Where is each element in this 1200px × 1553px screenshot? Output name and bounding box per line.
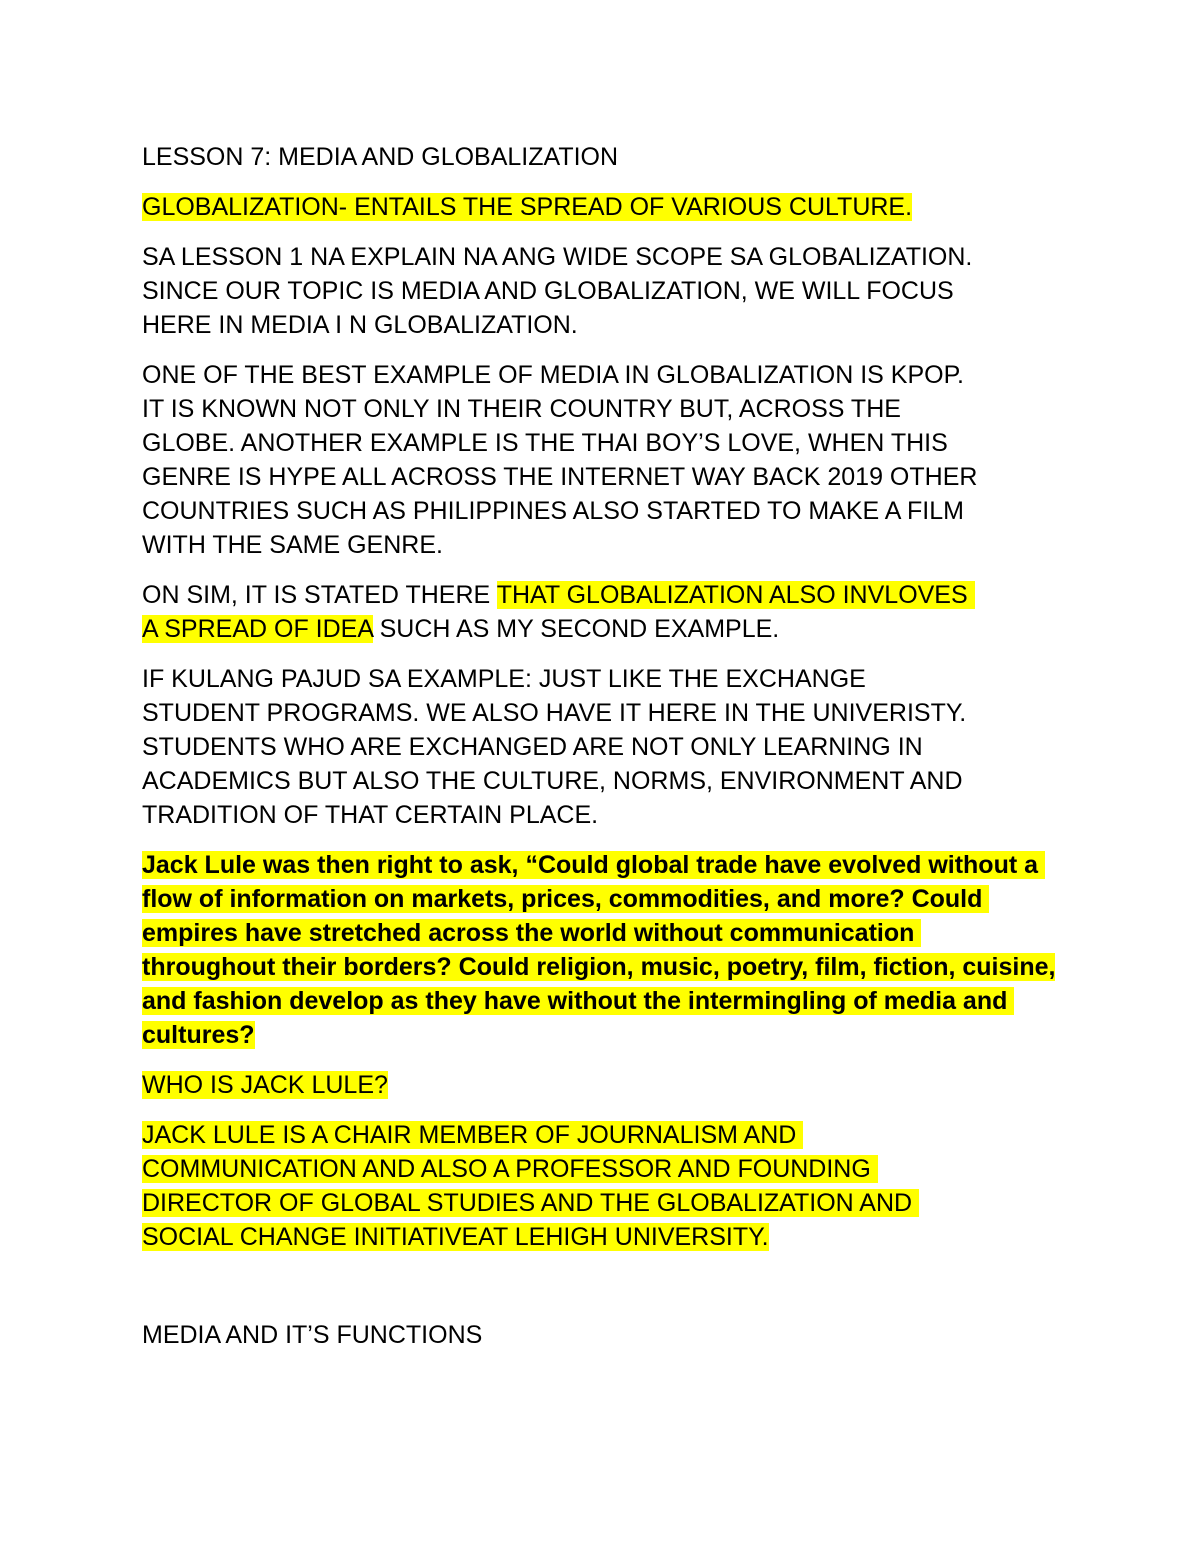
highlighted-text: cultures? — [142, 1021, 255, 1049]
paragraph-line: STUDENTS WHO ARE EXCHANGED ARE NOT ONLY LEARNING IN — [142, 733, 923, 761]
quote-line — [142, 882, 989, 916]
section-heading: MEDIA AND IT’S FUNCTIONS — [142, 1321, 483, 1349]
quote-line — [142, 950, 1055, 984]
highlighted-text: DIRECTOR OF GLOBAL STUDIES AND THE GLOBALIZATION AND — [142, 1189, 920, 1217]
highlighted-text: empires have stretched across the world without communication — [142, 919, 922, 947]
paragraph-line: GENRE IS HYPE ALL ACROSS THE INTERNET WAY BACK 2019 OTHER — [142, 463, 978, 491]
paragraph-line: COUNTRIES SUCH AS PHILIPPINES ALSO STARTED TO MAKE A FILM — [142, 497, 964, 525]
quote-line — [142, 984, 1014, 1018]
paragraph-line: IT IS KNOWN NOT ONLY IN THEIR COUNTRY BUT, ACROSS THE — [142, 395, 901, 423]
highlighted-text: JACK LULE IS A CHAIR MEMBER OF JOURNALISM AND — [142, 1121, 804, 1149]
paragraph-line: SINCE OUR TOPIC IS MEDIA AND GLOBALIZATION, WE WILL FOCUS — [142, 277, 954, 305]
globalization-definition — [142, 190, 912, 224]
paragraph-line: HERE IN MEDIA I N GLOBALIZATION. — [142, 311, 578, 339]
answer-line — [142, 1152, 878, 1186]
plain-text: ON SIM, IT IS STATED THERE — [142, 581, 497, 609]
highlighted-text: WHO IS JACK LULE? — [142, 1071, 388, 1099]
highlighted-text: throughout their borders? Could religion, music, poetry, film, fiction, cuisine, — [142, 953, 1056, 981]
quote-line — [142, 848, 1045, 882]
highlighted-text: Jack Lule was then right to ask, “Could global trade have evolved without a — [142, 851, 1045, 879]
answer-line — [142, 1220, 769, 1254]
highlighted-text: SOCIAL CHANGE INITIATIVEAT LEHIGH UNIVERSITY. — [142, 1223, 769, 1251]
highlighted-text: flow of information on markets, prices, commodities, and more? Could — [142, 885, 990, 913]
lesson-title: LESSON 7: MEDIA AND GLOBALIZATION — [142, 143, 619, 171]
paragraph-line: IF KULANG PAJUD SA EXAMPLE: JUST LIKE THE EXCHANGE — [142, 665, 866, 693]
highlighted-text: THAT GLOBALIZATION ALSO INVLOVES — [496, 581, 975, 609]
highlighted-text: A SPREAD OF IDEA — [142, 615, 373, 643]
answer-line — [142, 1118, 803, 1152]
paragraph-line — [142, 612, 779, 646]
quote-line — [142, 1018, 255, 1052]
answer-line — [142, 1186, 919, 1220]
quote-line — [142, 916, 921, 950]
paragraph-line: STUDENT PROGRAMS. WE ALSO HAVE IT HERE IN THE UNIVERISTY. — [142, 699, 967, 727]
question-heading — [142, 1068, 388, 1102]
plain-text: SUCH AS MY SECOND EXAMPLE. — [372, 615, 780, 643]
highlighted-text: and fashion develop as they have without the intermingling of media and — [142, 987, 1015, 1015]
paragraph-line: ACADEMICS BUT ALSO THE CULTURE, NORMS, ENVIRONMENT AND — [142, 767, 963, 795]
highlighted-text: GLOBALIZATION- ENTAILS THE SPREAD OF VARIOUS CULTURE. — [142, 193, 913, 221]
paragraph-line: GLOBE. ANOTHER EXAMPLE IS THE THAI BOY’S LOVE, WHEN THIS — [142, 429, 948, 457]
paragraph-line: WITH THE SAME GENRE. — [142, 531, 443, 559]
paragraph-line: TRADITION OF THAT CERTAIN PLACE. — [142, 801, 599, 829]
paragraph-line — [142, 578, 975, 612]
paragraph-line: ONE OF THE BEST EXAMPLE OF MEDIA IN GLOBALIZATION IS KPOP. — [142, 361, 964, 389]
paragraph-line: SA LESSON 1 NA EXPLAIN NA ANG WIDE SCOPE SA GLOBALIZATION. — [142, 243, 973, 271]
highlighted-text: COMMUNICATION AND ALSO A PROFESSOR AND FOUNDING — [142, 1155, 878, 1183]
